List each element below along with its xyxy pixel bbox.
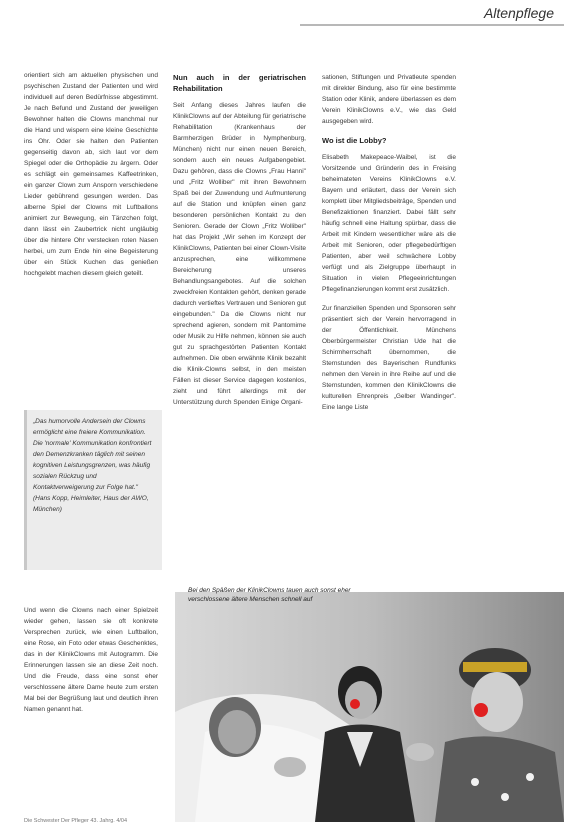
paragraph: orientiert sich am aktuellen physischen und psychischen Zustand der Patienten und wird individuell auf deren Bedürfnisse abgestimmt. Je nach Befund und Zustand der jeweiligen Bewohner halten die Clowns manchmal nur die Hand und wispern eine kleine Geschichte ins Ohr. Oder sie halten den Patienten gegenseitig davon ab, sich laut vor dem Spiegel oder die Orthopädie zu ärgern. Oder es schlägt ein gemeinsames Kaffeetrinken, ein ganzer Clown zum Ansporn verschiedene Lieder gebührend gesungen werden. Das alberne Spiel der Clowns mit Luftballons animiert zur Bewegung, ein Tänzchen folgt, dann lässt ein Zaubertrick nicht ungläubig über die hintere Ohr verstecken roten Nasen herbei, um zum Ende hin eine Begeisterung über ein Stück Kuchen das genießen hochgelebt machen diesem gleich geteilt. — [24, 72, 158, 277]
paragraph: Elisabeth Makepeace-Waibel, ist die Vorsitzende und Gründerin des in Freising beheimateten Vereins KlinikClowns e.V. Bayern und erläutert, dass der Verein sich komplett über Mitgliedsbeiträge, Spenden und Benefizaktionen finanziert. Dabei fällt sehr häufig schnell eine Haltung spürbar, dass die Arbeit mit Kindern wesentlicher wäre als die Arbeit mit Senioren, oder pflegebedürftigen Patienten, aber weil schwächere Lobby verfügt und als Zielgruppe überhaupt in Situation in vielen Pflegeeinrichtungen Pflegefinanzierungen kommt erst zusätzlich. — [322, 154, 456, 293]
page-header — [300, 0, 564, 26]
page-footer: Die Schwester Der Pfleger 43. Jahrg. 4/04 — [24, 818, 128, 824]
clowns-photo — [175, 592, 564, 822]
text-column-1-bottom: Und wenn die Clowns nach einer Spielzeit wieder gehen, lassen sie oft konkrete Versprechen zurück, wie einen Luftballon, eine Rose, ein Foto oder etwas Geschenktes, das in der KlinikClowns mit Autogramm. Die Erinnerungen lassen sie an diese Zeit noch. Und die Freude, dass eine sonst eher verschlossene ältere Dame heute zum ersten Mal bei der Begrüßung laut und deutlich ihren Namen genannt hat. — [24, 607, 158, 713]
header-rule — [300, 24, 564, 26]
pull-quote-box — [24, 410, 162, 570]
photo-image — [175, 592, 564, 822]
section-heading: Nun auch in der geriatrischen Rehabilitation — [173, 73, 306, 93]
text-column-3 — [322, 72, 456, 421]
text-column-1 — [24, 70, 158, 287]
photo-caption: Bei den Späßen der KlinikClowns tauen auch sonst eher verschlossene ältere Menschen schnell auf — [188, 587, 351, 603]
text-column-2 — [173, 72, 306, 416]
paragraph: Seit Anfang dieses Jahres laufen die KlinikClowns auf der Abteilung für geriatrische Rehabilitation (Krankenhaus der Barmherzigen Brüder in Nymphenburg, München) nicht nur einen neuen Bereich, sondern auch ein neues Aufgabengebiet. Dazu gehören, dass die Clowns „Frau Hanni" und „Fritz Wolliber" mit ihren Bewohnern Spaß bei der Zuwendung und Aufmunterung auf die Station und knüpfen einen ganz besonderen persönlichen Kontakt zu den Senioren. Gerade der Clown „Fritz Wolliber" hat das Projekt „Wir sehen im Konzept der KlinikClowns, Patienten bei einer Clown-Visite anzusprechen, eine willkommene Bereicherung unseres Behandlungsangebotes. Auf die solchen zweckfreien Kontakten gehört, denken gerade dadurch vertieftes Vertrauen und Senioren gut eingebunden." Da die Clowns nicht nur sprechend agieren, sondern mit Pantomime oder Musik zu Hilfe nehmen, können sie auch gut zu sprachgestörten Patienten Kontakt aufnehmen. Die oben erwähnte Klinik bezahlt die Klinik-Clowns selbst, in den meisten Fällen ist dieser Service dagegen kostenlos, zieht und führt allerdings mit der Unterstützung durch Spenden Einige Organi- — [173, 102, 306, 406]
paragraph: Zur finanziellen Spenden und Sponsoren sehr präsentiert sich der Verein hervorragend in der Öffentlichkeit. Münchens Oberbürgermeister Christian Ude hat die Schirmherrschaft übernommen, die Sternstunden des Bayerischen Rundfunks nehmen den Verein in ihre Reihe auf und die Sternstunden, kommen den KlinikClowns die kulturellen Ehrenpreis „Gelber Wandinger". Eine lange Liste — [322, 305, 456, 411]
section-title: Altenpflege — [483, 5, 554, 21]
pull-quote: „Das humorvolle Andersein der Clowns ermöglicht eine freiere Kommunikation. Die 'normale' Kommunikation konfrontiert den Demenzkranken täglich mit seinen kognitiven Leistungsgrenzen, was häufig sozialen Rückzug und Kontaktverweigerung zur Folge hat." (Hans Kopp, Heimleiter, Haus der AWO, München) — [33, 418, 152, 513]
paragraph: sationen, Stiftungen und Privatleute spenden mit direkter Bindung, also für eine bestimmte Station oder Klinik, andere überlassen es dem Verein KlinikClowns e.V., wie das Geld ausgegeben wird. — [322, 74, 456, 125]
section-heading: Wo ist die Lobby? — [322, 136, 387, 145]
